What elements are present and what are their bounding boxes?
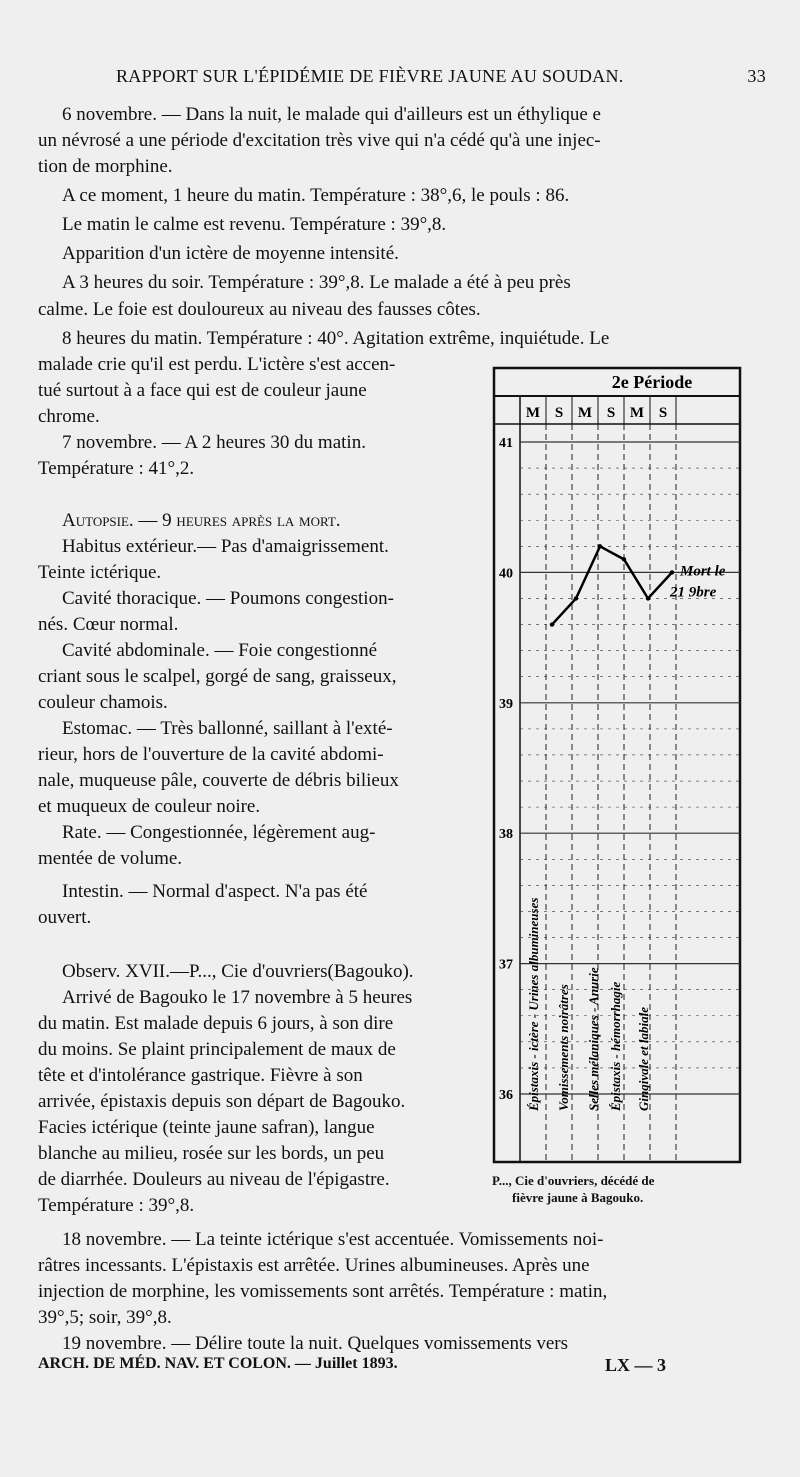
- clinical-note: Vomissements noirâtres: [556, 984, 571, 1111]
- text-line: Cavité abdominale. — Foie congestionné: [62, 640, 378, 661]
- journal-reference: ARCH. DE MÉD. NAV. ET COLON. — Juillet 1893.: [38, 1355, 398, 1372]
- text-line: Cavité thoracique. — Poumons congestion-: [62, 588, 394, 609]
- y-tick-label: 41: [499, 436, 513, 451]
- text-line: nale, muqueuse pâle, couverte de débris bilieux: [38, 770, 399, 791]
- text-line: un névrosé a une période d'excitation très vive qui n'a cédé qu'à une injec-: [38, 130, 601, 151]
- text-line: de diarrhée. Douleurs au niveau de l'épigastre.: [38, 1169, 390, 1190]
- temperature-point: [622, 557, 626, 561]
- text-line: rieur, hors de l'ouverture de la cavité abdomi-: [38, 744, 384, 765]
- sheet-signature: LX — 3: [604, 1355, 666, 1375]
- text-line: calme. Le foie est douloureux au niveau des fausses côtes.: [38, 299, 481, 320]
- caption-line: fièvre jaune à Bagouko.: [512, 1190, 644, 1205]
- temperature-chart: [492, 366, 742, 1166]
- observation-heading: Observ. XVII.—P..., Cie d'ouvriers(Bagouko).: [62, 961, 414, 982]
- text-line: du matin. Est malade depuis 6 jours, à son dire: [38, 1013, 394, 1034]
- text-line: Intestin. — Normal d'aspect. N'a pas été: [62, 881, 368, 902]
- text-line: 8 heures du matin. Température : 40°. Agitation extrême, inquiétude. Le: [62, 328, 610, 349]
- page-footer: [38, 1355, 738, 1373]
- text-line: Arrivé de Bagouko le 17 novembre à 5 heures: [62, 987, 413, 1008]
- text-line: Teinte ictérique.: [38, 562, 162, 583]
- running-title: RAPPORT SUR L'ÉPIDÉMIE DE FIÈVRE JAUNE AU SOUDAN.: [116, 66, 624, 86]
- text-line: criant sous le scalpel, gorgé de sang, graisseux,: [38, 666, 397, 687]
- text-line: Habitus extérieur.— Pas d'amaigrissement.: [62, 536, 389, 557]
- y-tick-label: 39: [499, 696, 513, 712]
- x-tick-label: S: [658, 405, 668, 421]
- text-line: 7 novembre. — A 2 heures 30 du matin.: [62, 432, 366, 453]
- text-line: du moins. Se plaint principalement de maux de: [38, 1039, 396, 1060]
- text-line: mentée de volume.: [38, 848, 183, 869]
- chart-caption: [492, 1172, 748, 1206]
- caption-line: P..., Cie d'ouvriers, décédé de: [492, 1173, 655, 1188]
- temperature-point: [670, 570, 674, 574]
- text-line: nés. Cœur normal.: [38, 614, 179, 635]
- temperature-line: [552, 546, 672, 624]
- autopsy-heading: Autopsie. — 9 heures après la mort.: [62, 510, 341, 531]
- y-tick-label: 36: [499, 1088, 513, 1103]
- clinical-note: Selles mélaniques - Anurie: [586, 967, 601, 1111]
- y-tick-label: 38: [499, 827, 513, 843]
- temperature-point: [550, 622, 554, 626]
- text-line: râtres incessants. L'épistaxis est arrêtée. Urines albumineuses. Après une: [38, 1255, 590, 1276]
- clinical-note: Épistaxis - hémorrhagie: [608, 981, 623, 1111]
- y-tick-label: 37: [499, 957, 513, 973]
- text-line: Température : 39°,8.: [38, 1195, 195, 1216]
- text-line: tion de morphine.: [38, 156, 173, 177]
- y-tick-label: 40: [499, 566, 513, 582]
- text-line: chrome.: [38, 406, 100, 427]
- text-line: Facies ictérique (teinte jaune safran), langue: [38, 1117, 375, 1138]
- x-tick-label: S: [606, 405, 616, 421]
- x-tick-label: M: [577, 405, 593, 421]
- text-line: tué surtout à a face qui est de couleur jaune: [38, 380, 367, 401]
- x-tick-label: M: [629, 405, 645, 421]
- text-line: A ce moment, 1 heure du matin. Température : 38°,6, le pouls : 86.: [62, 185, 570, 206]
- clinical-note: Gingivale et labiale: [636, 1007, 651, 1111]
- text-line: Température : 41°,2.: [38, 458, 195, 479]
- text-line: malade crie qu'il est perdu. L'ictère s'est accen-: [38, 354, 396, 375]
- text-line: Apparition d'un ictère de moyenne intensité.: [62, 243, 399, 264]
- text-line: couleur chamois.: [38, 692, 168, 713]
- text-line: A 3 heures du soir. Température : 39°,8. Le malade a été à peu près: [62, 272, 571, 293]
- x-tick-label: S: [554, 405, 564, 421]
- text-line: Le matin le calme est revenu. Température : 39°,8.: [62, 214, 447, 235]
- text-line: tête et d'intolérance gastrique. Fièvre à son: [38, 1065, 363, 1086]
- page-number: 33: [747, 66, 766, 86]
- text-line: 39°,5; soir, 39°,8.: [38, 1307, 172, 1328]
- chart-title: 2e Période: [611, 372, 693, 392]
- text-line: arrivée, épistaxis depuis son départ de Bagouko.: [38, 1091, 406, 1112]
- temperature-point: [646, 596, 650, 600]
- text-line: 6 novembre. — Dans la nuit, le malade qui d'ailleurs est un éthylique e: [62, 104, 601, 125]
- text-line: Rate. — Congestionnée, légèrement aug-: [62, 822, 376, 843]
- temperature-point: [598, 544, 602, 548]
- running-header: [116, 66, 766, 87]
- text-line: 19 novembre. — Délire toute la nuit. Quelques vomissements vers: [62, 1333, 569, 1354]
- text-line: et muqueux de couleur noire.: [38, 796, 261, 817]
- text-line: ouvert.: [38, 907, 92, 928]
- death-date-annotation: 21 9bre: [670, 584, 717, 601]
- temperature-point: [574, 596, 578, 600]
- death-annotation: Mort le: [680, 563, 726, 580]
- text-line: blanche au milieu, rosée sur les bords, un peu: [38, 1143, 385, 1164]
- clinical-note: Épistaxis - ictère - Urines albumineuses: [526, 897, 541, 1111]
- text-line: Estomac. — Très ballonné, saillant à l'exté-: [62, 718, 393, 739]
- x-tick-label: M: [525, 405, 541, 421]
- text-line: injection de morphine, les vomissements sont arrêtés. Température : matin,: [38, 1281, 608, 1302]
- text-line: 18 novembre. — La teinte ictérique s'est accentuée. Vomissements noi-: [62, 1229, 604, 1250]
